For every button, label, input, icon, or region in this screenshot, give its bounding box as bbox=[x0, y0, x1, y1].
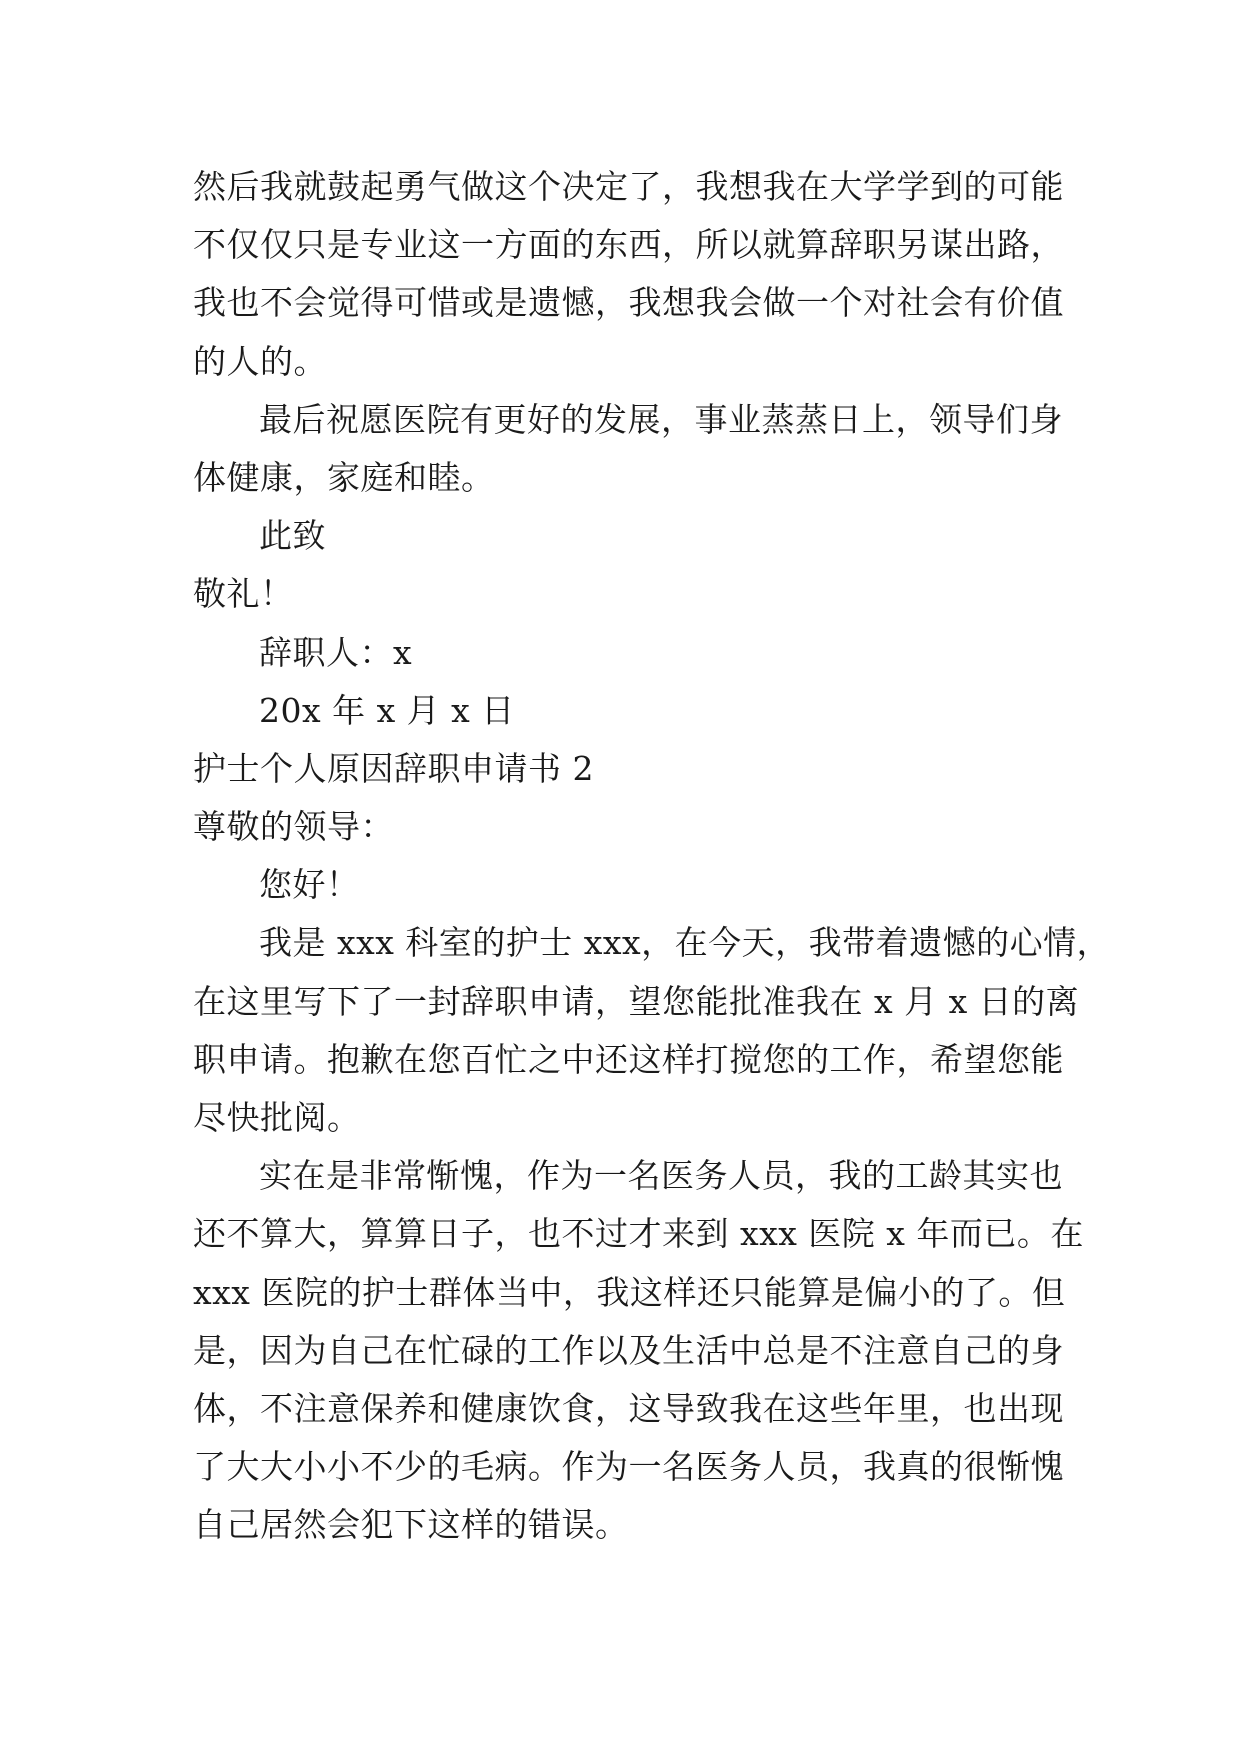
text-line: 自己居然会犯下这样的错误。 bbox=[193, 1505, 629, 1545]
text-line: 是，因为自己在忙碌的工作以及生活中总是不注意自己的身 bbox=[193, 1330, 1064, 1370]
text-line: 不仅仅只是专业这一方面的东西，所以就算辞职另谋出路， bbox=[193, 225, 1064, 265]
text-line: 我也不会觉得可惜或是遗憾，我想我会做一个对社会有价值 bbox=[193, 283, 1064, 323]
text-line: 敬礼！ bbox=[193, 574, 294, 614]
text-line: 此致 bbox=[259, 516, 326, 556]
text-line: xxx 医院的护士群体当中，我这样还只能算是偏小的了。但 bbox=[193, 1272, 1066, 1312]
text-line: 职申请。抱歉在您百忙之中还这样打搅您的工作，希望您能 bbox=[193, 1039, 1064, 1079]
text-line: 体，不注意保养和健康饮食，这导致我在这些年里，也出现 bbox=[193, 1388, 1064, 1428]
text-line: 20x 年 x 月 x 日 bbox=[259, 690, 515, 730]
text-line: 护士个人原因辞职申请书 2 bbox=[193, 748, 594, 788]
text-line: 尽快批阅。 bbox=[193, 1098, 361, 1137]
text-line: 辞职人：x bbox=[259, 632, 413, 672]
text-line: 在这里写下了一封辞职申请，望您能批准我在 x 月 x 日的离 bbox=[193, 981, 1080, 1021]
text-line: 了大大小小不少的毛病。作为一名医务人员，我真的很惭愧 bbox=[193, 1447, 1064, 1487]
text-line: 实在是非常惭愧，作为一名医务人员，我的工龄其实也 bbox=[259, 1156, 1063, 1196]
document-body bbox=[193, 158, 1111, 1555]
text-line: 尊敬的领导： bbox=[193, 807, 394, 847]
text-line: 体健康，家庭和睦。 bbox=[193, 457, 495, 497]
text-line: 我是 xxx 科室的护士 xxx，在今天，我带着遗憾的心情， bbox=[259, 923, 1111, 963]
text-line: 您好！ bbox=[259, 865, 360, 905]
text-line: 最后祝愿医院有更好的发展，事业蒸蒸日上，领导们身 bbox=[259, 399, 1063, 439]
text-line: 的人的。 bbox=[193, 341, 327, 381]
text-line: 还不算大，算算日子，也不过才来到 xxx 医院 x 年而已。在 bbox=[193, 1214, 1084, 1254]
text-line: 然后我就鼓起勇气做这个决定了，我想我在大学学到的可能 bbox=[193, 167, 1064, 206]
